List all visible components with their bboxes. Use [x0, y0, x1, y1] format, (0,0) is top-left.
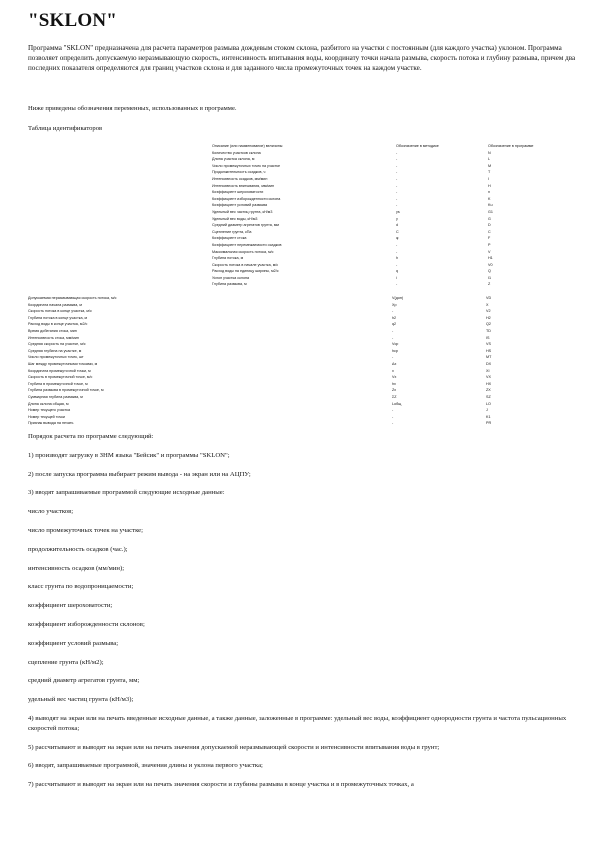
table-row	[212, 281, 592, 288]
program-symbol-cell: X	[486, 302, 489, 307]
program-symbol-cell: V0	[488, 262, 493, 267]
description-cell: Число промежуточных точек на участке	[212, 163, 281, 168]
description-cell: Средняя скорость на участке, м/с	[28, 342, 86, 347]
table-row	[28, 328, 578, 335]
method-symbol-cell: φ	[396, 236, 399, 241]
procedure-step: класс грунта по водопроницаемости;	[28, 583, 134, 591]
description-cell: Расход воды на единицу ширины, м2/с	[212, 269, 279, 274]
description-cell: Коэффициент перемежаемости осадков	[212, 242, 282, 247]
description-cell: Координата промежуточной точки, м	[28, 368, 91, 373]
table-row	[28, 321, 578, 328]
table-row	[28, 335, 578, 342]
description-cell: Номер текущей точки	[28, 414, 65, 419]
description-cell: Глубина размыва, м	[212, 282, 247, 287]
identifier-table-bottom	[28, 295, 578, 427]
table-caption: Таблица идентификаторов	[28, 125, 103, 132]
procedure-step: 4) выводят на экран или на печать введенные исходные данные, а также данные, заложенные в программе: удельный вес воды, коэффициент однородности грунта и частота пульсационных скоростей потока;	[28, 714, 567, 732]
method-symbol-cell: -	[392, 309, 394, 314]
procedure-step: 5) рассчитывают и выводят на экран или на печать значения допускаемой неразмывающей скорости и интенсивности впитывания воды в грунт;	[28, 743, 440, 751]
table-row	[28, 401, 578, 408]
procedure-step: сцепление грунта (кН/м2);	[28, 658, 104, 666]
method-symbol-cell: q	[396, 269, 399, 274]
procedure-step: продолжительность осадков (час.);	[28, 545, 128, 553]
program-symbol-cell: D	[488, 223, 491, 228]
table-row	[28, 420, 578, 427]
program-symbol-cell: VS	[486, 342, 491, 347]
program-symbol-cell: M	[488, 163, 492, 168]
method-symbol-cell: Обозначение в методике	[396, 144, 439, 148]
table-row	[212, 143, 592, 150]
method-symbol-cell: C	[396, 229, 399, 234]
program-symbol-cell: T	[488, 170, 491, 175]
procedure-step: число промежуточных точек на участке;	[28, 526, 143, 534]
description-cell: Интенсивность осадков, мм/мин	[212, 176, 268, 181]
method-symbol-cell: x	[392, 368, 394, 373]
table-row	[28, 394, 578, 401]
description-cell: Уклон участка склона	[212, 275, 250, 280]
table-row	[212, 183, 592, 190]
procedure-step: средний диаметр агрегатов грунта, мм;	[28, 677, 140, 685]
procedure-step: 3) вводят запрашиваемые программой следующие исходные данные:	[28, 489, 225, 497]
table-row	[28, 361, 578, 368]
method-symbol-cell: ΣZ	[392, 394, 397, 399]
table-row	[212, 163, 592, 170]
program-symbol-cell: V2	[486, 309, 491, 314]
table-row	[28, 348, 578, 355]
method-symbol-cell: Vx	[392, 375, 397, 380]
table-row	[28, 381, 578, 388]
program-symbol-cell: H	[488, 183, 491, 188]
table-row	[28, 302, 578, 309]
note-paragraph: Ниже приведены обозначения переменных, использованных в программе.	[28, 105, 237, 112]
program-symbol-cell: H1	[488, 256, 493, 261]
description-cell: Длина участка склона, м	[212, 157, 255, 162]
procedure-steps	[28, 451, 573, 790]
method-symbol-cell: -	[396, 249, 398, 254]
table-row	[212, 150, 592, 157]
program-symbol-cell: H2	[486, 315, 491, 320]
method-symbol-cell: -	[396, 242, 398, 247]
description-cell: Коэффициент стока	[212, 236, 247, 241]
method-symbol-cell: -	[396, 150, 398, 155]
method-symbol-cell: -	[396, 282, 398, 287]
table-row	[28, 354, 578, 361]
table-row	[212, 189, 592, 196]
table-row	[212, 216, 592, 223]
document-title: "SKLON"	[28, 10, 118, 31]
table-row	[212, 242, 592, 249]
description-cell: Сцепление грунта, кПа	[212, 229, 252, 234]
procedure-step: коэффициент шероховатости;	[28, 602, 113, 610]
procedure-step: 7) рассчитывают и выводят на экран или на печать значения скорости и глубины размыва в конце участка и в промежуточных точках, а	[28, 781, 414, 789]
method-symbol-cell: hср	[392, 348, 398, 353]
description-cell: Глубина потока в конце участка, м	[28, 315, 88, 320]
method-symbol-cell: -	[392, 421, 394, 426]
table-row	[28, 295, 578, 302]
program-symbol-cell: HS	[486, 348, 492, 353]
description-cell: Интенсивность стока, мм/мин	[28, 335, 79, 340]
program-symbol-cell: Обозначение в программе	[488, 144, 534, 148]
table-row	[212, 229, 592, 236]
identifier-table-top	[212, 143, 592, 288]
table-row	[28, 407, 578, 414]
method-symbol-cell: -	[396, 196, 398, 201]
program-symbol-cell: VX	[486, 375, 491, 380]
table-row	[28, 341, 578, 348]
program-symbol-cell: V	[488, 249, 491, 254]
table-row	[212, 235, 592, 242]
description-cell: Средняя глубина на участке, м	[28, 348, 82, 353]
description-cell: Глубина в промежуточной точке, м	[28, 381, 88, 386]
description-cell: Номер текущего участка	[28, 408, 71, 413]
method-symbol-cell: -	[396, 163, 398, 168]
description-cell: Средний диаметр агрегатов грунта, мм	[212, 223, 279, 228]
program-symbol-cell: n	[488, 190, 491, 195]
method-symbol-cell: -	[396, 157, 398, 162]
program-symbol-cell: F	[488, 236, 491, 241]
program-symbol-cell: G1	[488, 209, 493, 214]
program-symbol-cell: Z	[488, 282, 491, 287]
method-symbol-cell: -	[396, 170, 398, 175]
program-symbol-cell: Q2	[486, 322, 491, 327]
procedure-section	[28, 432, 573, 799]
table-row	[28, 374, 578, 381]
program-symbol-cell: PR	[486, 421, 492, 426]
program-symbol-cell: P	[488, 242, 491, 247]
table-row	[212, 176, 592, 183]
method-symbol-cell: γs	[396, 209, 400, 214]
description-cell: Интенсивность впитывания, мм/мин	[212, 183, 275, 188]
description-cell: Продолжительность осадков, ч	[212, 170, 266, 175]
method-symbol-cell: -	[392, 408, 394, 413]
description-cell: Коэффициент изборожденности склона	[212, 196, 281, 201]
program-symbol-cell: TD	[486, 328, 491, 333]
table-row	[212, 275, 592, 282]
table-row	[212, 268, 592, 275]
table-row	[212, 262, 592, 269]
description-cell: Максимальная скорость потока, м/с	[212, 249, 274, 254]
description-cell: Удельный вес частиц грунта, кН/м3	[212, 209, 273, 214]
description-cell: Количество участков склона	[212, 150, 261, 155]
method-symbol-cell: Lобщ	[392, 401, 402, 406]
program-symbol-cell: J	[486, 408, 488, 413]
description-cell: Скорость потока в конце участка, м/с	[28, 309, 92, 314]
method-symbol-cell: -	[392, 355, 394, 360]
method-symbol-cell: -	[396, 262, 398, 267]
description-cell: Число промежуточных точек, шт	[28, 355, 84, 360]
program-symbol-cell: I	[488, 176, 490, 181]
method-symbol-cell: Δx	[392, 361, 397, 366]
method-symbol-cell: -	[396, 176, 398, 181]
method-symbol-cell: -	[392, 335, 394, 340]
program-symbol-cell: HX	[486, 381, 492, 386]
program-symbol-cell: Ku	[488, 203, 493, 208]
method-symbol-cell: h	[396, 256, 399, 261]
method-symbol-cell: Vср	[392, 342, 399, 347]
method-symbol-cell: hx	[392, 381, 396, 386]
method-symbol-cell: -	[396, 203, 398, 208]
table-row	[28, 387, 578, 394]
method-symbol-cell: V(доп)	[392, 296, 404, 300]
table-row	[212, 249, 592, 256]
method-symbol-cell: h2	[392, 315, 397, 320]
table-row	[212, 156, 592, 163]
program-symbol-cell: SZ	[486, 394, 491, 399]
program-symbol-cell: G	[488, 216, 491, 221]
method-symbol-cell: q2	[392, 322, 397, 327]
description-cell: Суммарная глубина размыва, м	[28, 394, 83, 399]
table-row	[28, 414, 578, 421]
procedure-step: 1) производят загрузку в ЗНМ языка "Бейсик" и программы "SKLON";	[28, 451, 230, 459]
method-symbol-cell: Zx	[392, 388, 397, 393]
program-symbol-cell: N	[488, 150, 491, 155]
description-cell: Скорость в промежуточной точке, м/с	[28, 375, 93, 380]
description-cell: Глубина размыва в промежуточной точке, м	[28, 388, 104, 393]
program-symbol-cell: VD	[486, 296, 492, 300]
description-cell: Коэффициент условий размыва	[212, 203, 268, 208]
table-row	[212, 222, 592, 229]
table-row	[28, 315, 578, 322]
description-cell: Глубина потока, м	[212, 256, 244, 261]
table-row	[212, 196, 592, 203]
intro-paragraph: Программа "SKLON" предназначена для расчета параметров размыва дождевым стоком склона, разбитого на участки с постоянным (для каждого участка) уклоном. Программа позволяет определить допускаемую неразмывающую скорость, интенсивность впитывания воды, координату точки начала размыва, скорость потока и глубину размыва, причем два последних показателя определяются для границ участков склона и для заданного числа промежуточных точек на каждом участке.	[28, 44, 576, 72]
program-symbol-cell: Q	[488, 269, 491, 274]
description-cell: Признак вывода на печать	[28, 421, 74, 426]
table-row	[28, 308, 578, 315]
program-symbol-cell: L	[488, 157, 491, 162]
table-row	[212, 202, 592, 209]
description-cell: Координата начала размыва, м	[28, 302, 82, 307]
procedure-step: коэффициент условий размыва;	[28, 639, 119, 647]
procedure-step: коэффициент изборожденности склонов;	[28, 620, 145, 628]
table-row	[212, 169, 592, 176]
program-symbol-cell: C	[488, 229, 491, 234]
method-symbol-cell: -	[396, 190, 398, 195]
procedure-step: 6) вводят, запрашиваемые программой, значения длины и уклона первого участка;	[28, 762, 263, 770]
description-cell: Время добегания стока, мин	[28, 328, 77, 333]
description-cell: Скорость потока в начале участка, м/с	[212, 262, 279, 267]
method-symbol-cell: -	[396, 183, 398, 188]
method-symbol-cell: i	[396, 275, 397, 280]
program-symbol-cell: K1	[486, 414, 491, 419]
program-symbol-cell: LO	[486, 401, 491, 406]
method-symbol-cell: d	[396, 223, 399, 228]
procedure-step: удельный вес частиц грунта (кН/м3);	[28, 696, 134, 704]
procedure-intro: Порядок расчета по программе следующий:	[28, 433, 154, 440]
method-symbol-cell: γ	[396, 216, 398, 221]
description-cell: Описание (или наименование) величины	[212, 144, 283, 148]
description-cell: Удельный вес воды, кН/м3	[212, 216, 258, 221]
description-cell: Допускаемая неразмывающая скорость потока, м/с	[28, 296, 117, 300]
description-cell: Шаг между промежуточными точками, м	[28, 361, 98, 366]
procedure-step: интенсивность осадков (мм/мин);	[28, 564, 125, 572]
table-row	[212, 255, 592, 262]
procedure-step: число участков;	[28, 508, 74, 516]
description-cell: Длина склона общая, м	[28, 401, 69, 406]
table-row	[28, 368, 578, 375]
program-symbol-cell: I1	[488, 275, 492, 280]
method-symbol-cell: Xр	[392, 302, 397, 307]
program-symbol-cell: K	[488, 196, 491, 201]
procedure-step: 2) после запуска программа выбирает режим вывода - на экран или на АЦПУ;	[28, 470, 251, 478]
method-symbol-cell: -	[392, 328, 394, 333]
program-symbol-cell: XI	[486, 368, 490, 373]
program-symbol-cell: MT	[486, 355, 492, 360]
program-symbol-cell: DX	[486, 361, 492, 366]
table-row	[212, 209, 592, 216]
description-cell: Расход воды в конце участка, м2/с	[28, 322, 88, 327]
method-symbol-cell: -	[392, 414, 394, 419]
program-symbol-cell: IS	[486, 335, 490, 340]
description-cell: Коэффициент шероховатости	[212, 190, 264, 195]
program-symbol-cell: ZX	[486, 388, 491, 393]
